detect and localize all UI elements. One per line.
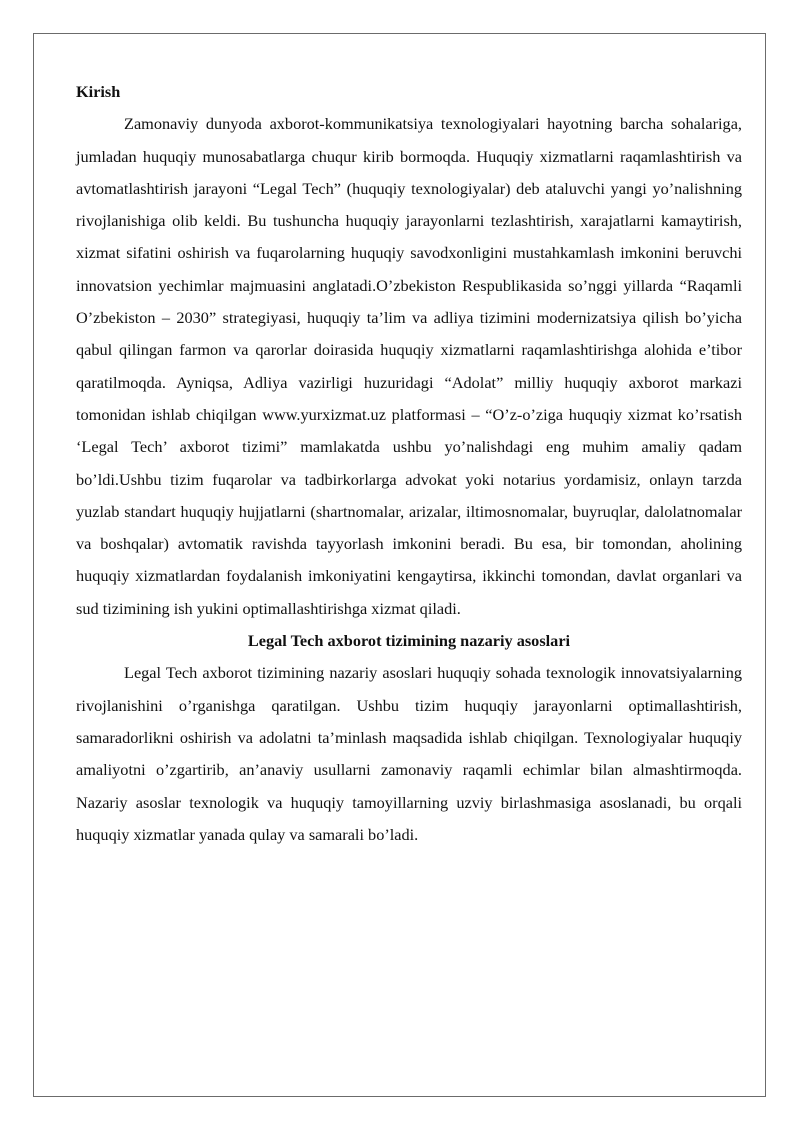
section-paragraph: Legal Tech axborot tizimining nazariy asoslari huquqiy sohada texnologik innovatsiyalarning rivojlanishini o’rganishga qaratilgan. Ushbu tizim huquqiy jarayonlarni optimallashtirish, samaradorlikni oshirish va adolatni ta’minlash maqsadida ishlab chiqilgan. Texnologiyalar huquqiy amaliyotni o’zgartirib, an’anaviy usullarni zamonaviy raqamli echimlar bilan almashtirmoqda. Nazariy asoslar texnologik va huquqiy tamoyillarning uzviy birlashmasiga asoslanadi, bu orqali huquqiy xizmatlar yanada qulay va samarali bo’ladi. [76, 663, 742, 844]
document-body [76, 76, 742, 851]
section-heading: Legal Tech axborot tizimining nazariy asoslari [247, 631, 571, 651]
intro-heading: Kirish [76, 82, 121, 101]
intro-paragraph: Zamonaviy dunyoda axborot-kommunikatsiya texnologiyalari hayotning barcha sohalariga, jumladan huquqiy munosabatlarga chuqur kirib bormoqda. Huquqiy xizmatlarni raqamlashtirish va avtomatlashtirish jarayoni “Legal Tech” (huquqiy texnologiyalar) deb ataluvchi yangi yo’nalishning rivojlanishiga olib keldi. Bu tushuncha huquqiy jarayonlarni tezlashtirish, xarajatlarni kamaytirish, xizmat sifatini oshirish va fuqarolarning huquqiy savodxonligini mustahkamlash imkonini beruvchi innovatsion yechimlar majmuasini anglatadi.O’zbekiston Respublikasida so’nggi yillarda “Raqamli O’zbekiston – 2030” strategiyasi, huquqiy ta’lim va adliya tizimini modernizatsiya qilish bo’yicha qabul qilingan farmon va qarorlar doirasida huquqiy xizmatlarni raqamlashtirishga alohida e’tibor qaratilmoqda. Ayniqsa, Adliya vazirligi huzuridagi “Adolat” milliy huquqiy axborot markazi tomonidan ishlab chiqilgan www.yurxizmat.uz platformasi – “O’z-o’ziga huquqiy xizmat ko’rsatish ‘Legal Tech’ axborot tizimi” mamlakatda ushbu yo’nalishdagi eng muhim amaliy qadam bo’ldi.Ushbu tizim fuqarolar va tadbirkorlarga advokat yoki notarius yordamisiz, onlayn tarzda yuzlab standart huquqiy hujjatlarni (shartnomalar, arizalar, iltimosnomalar, buyruqlar, dalolatnomalar va boshqalar) avtomatik ravishda tayyorlash imkonini beradi. Bu esa, bir tomondan, aholining huquqiy xizmatlardan foydalanish imkoniyatini kengaytirsa, ikkinchi tomondan, davlat organlari va sud tizimining ish yukini optimallashtirishga xizmat qiladi. [76, 114, 742, 618]
